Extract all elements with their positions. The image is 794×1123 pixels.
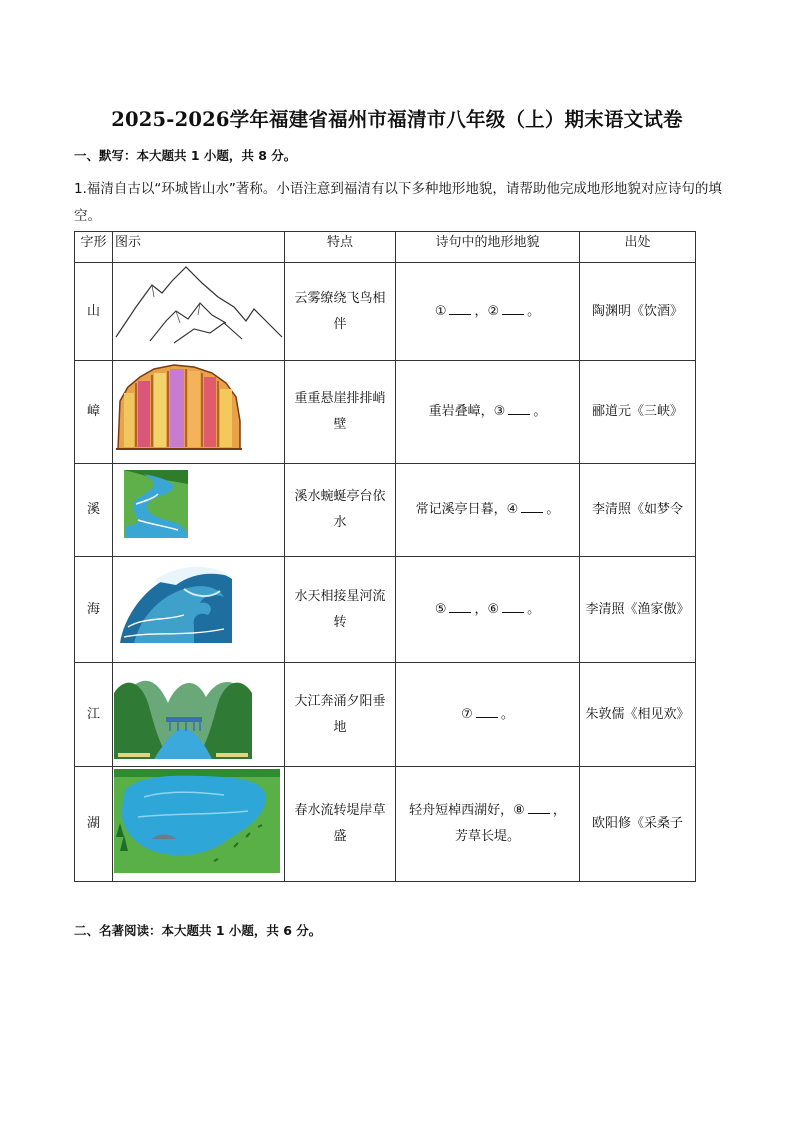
blank-3[interactable] <box>508 400 530 415</box>
row-poem: ① ，② 。 <box>396 263 580 361</box>
table-row <box>75 557 696 663</box>
row-picture <box>113 767 285 882</box>
header-feature: 特点 <box>285 232 396 263</box>
row-picture <box>113 464 285 557</box>
header-char: 字形 <box>75 232 113 263</box>
page-title: 2025-2026学年福建省福州市福清市八年级（上）期末语文试卷 <box>111 108 683 131</box>
section-heading-1: 一、默写：本大题共 1 小题，共 8 分。 <box>74 148 297 163</box>
row-picture <box>113 663 285 767</box>
row-picture <box>113 361 285 464</box>
row-source: 郦道元《三峡》 <box>580 361 696 464</box>
section-heading-2: 二、名著阅读：本大题共 1 小题，共 6 分。 <box>74 923 322 938</box>
river-bridge-icon <box>114 663 252 759</box>
row-feature: 大江奔涌夕阳垂地 <box>285 663 396 767</box>
row-poem: 轻舟短棹西湖好，⑧ ， 芳草长堤。 <box>396 767 580 882</box>
row-char: 海 <box>75 557 113 663</box>
row-char: 溪 <box>75 464 113 557</box>
row-source: 李清照《如梦令 <box>580 464 696 557</box>
row-feature: 重重悬崖排排峭壁 <box>285 361 396 464</box>
question-text: 1.福清自古以“环城皆山水”著称。小语注意到福清有以下多种地形地貌，请帮助他完成地形地貌对应诗句的填空。 <box>74 181 722 224</box>
blank-8[interactable] <box>528 799 550 814</box>
row-feature: 溪水蜿蜒亭台依水 <box>285 464 396 557</box>
row-char: 湖 <box>75 767 113 882</box>
blank-1[interactable] <box>449 300 471 315</box>
row-feature: 春水流转堤岸草盛 <box>285 767 396 882</box>
table-row <box>75 263 696 361</box>
cliff-icon <box>114 361 244 453</box>
row-feature: 云雾缭绕飞鸟相伴 <box>285 263 396 361</box>
row-poem: ⑤ ，⑥ 。 <box>396 557 580 663</box>
row-char: 江 <box>75 663 113 767</box>
header-source: 出处 <box>580 232 696 263</box>
row-char: 嶂 <box>75 361 113 464</box>
stream-icon <box>114 464 194 542</box>
table-row <box>75 663 696 767</box>
table-header-row <box>75 232 696 263</box>
blank-2[interactable] <box>502 300 524 315</box>
row-source: 陶渊明《饮酒》 <box>580 263 696 361</box>
mountain-sketch-icon <box>114 263 284 348</box>
row-source: 朱敦儒《相见欢》 <box>580 663 696 767</box>
ocean-wave-icon <box>114 557 238 647</box>
row-picture <box>113 557 285 663</box>
table-row <box>75 361 696 464</box>
blank-6[interactable] <box>502 598 524 613</box>
row-poem: 常记溪亭日暮，④ 。 <box>396 464 580 557</box>
answer-table <box>74 231 696 882</box>
row-poem: 重岩叠嶂，③ 。 <box>396 361 580 464</box>
table-row <box>75 464 696 557</box>
row-char: 山 <box>75 263 113 361</box>
blank-7[interactable] <box>476 703 498 718</box>
row-picture <box>113 263 285 361</box>
lake-icon <box>114 767 280 873</box>
header-picture: 图示 <box>113 232 285 263</box>
row-source: 欧阳修《采桑子 <box>580 767 696 882</box>
blank-5[interactable] <box>449 598 471 613</box>
row-source: 李清照《渔家傲》 <box>580 557 696 663</box>
row-feature: 水天相接星河流转 <box>285 557 396 663</box>
header-poem: 诗句中的地形地貌 <box>396 232 580 263</box>
blank-4[interactable] <box>521 498 543 513</box>
table-row <box>75 767 696 882</box>
row-poem: ⑦ 。 <box>396 663 580 767</box>
